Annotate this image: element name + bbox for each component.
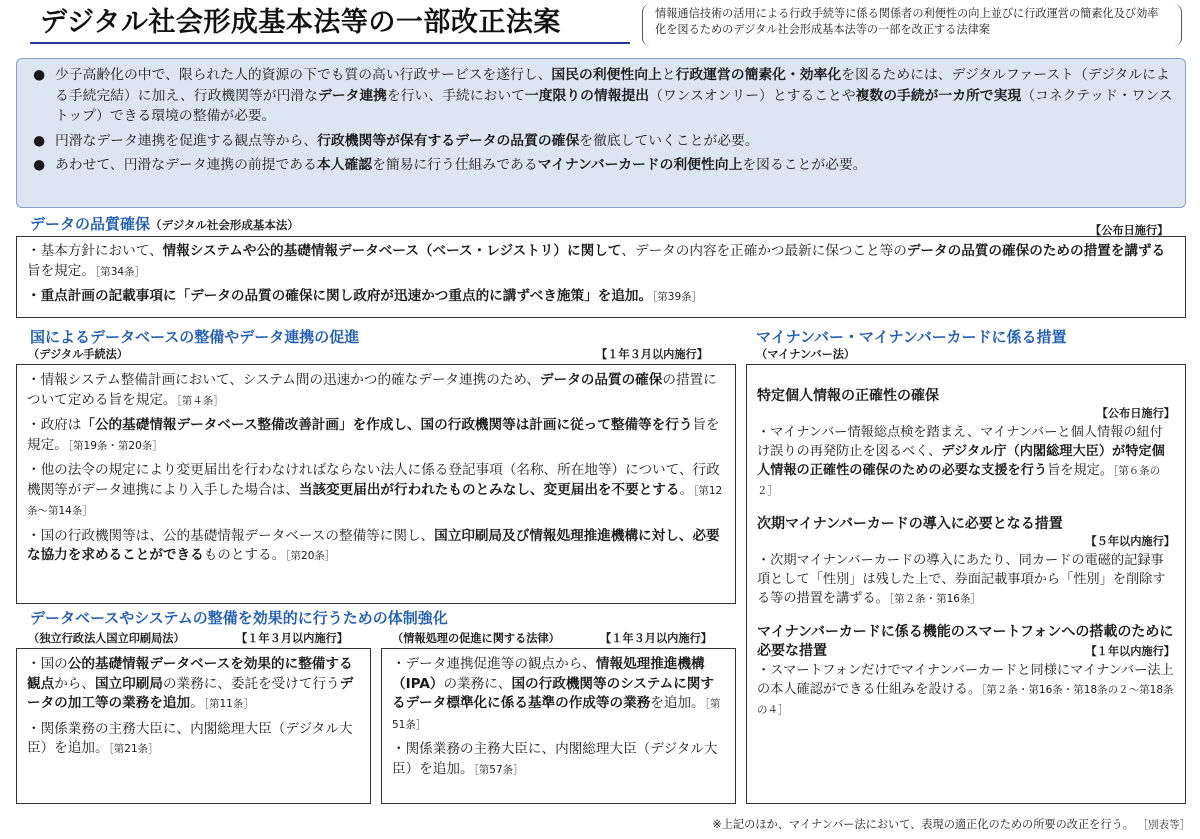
emphasis-text: 国立印刷局及び情報処理推進機構に対し、必要な協力を求めることができる <box>27 527 720 563</box>
emphasis-text: 公的基礎情報データベースを効果的に整備する観点 <box>27 656 353 692</box>
effective-date: 【５年以内施行】 <box>1085 535 1175 548</box>
mynumber-block <box>757 623 1175 720</box>
body-text: を簡易に行う仕組みである <box>372 157 538 173</box>
emphasis-text: 国民の利便性向上 <box>551 67 662 83</box>
article-ref: ［第２条・第16条］ <box>888 593 981 605</box>
section-title: データの品質確保 <box>30 215 151 233</box>
section-law: （デジタル手続法） <box>28 348 129 361</box>
body-text: （ワンスオンリー）とすることや <box>649 87 856 104</box>
emphasis-text: データ連携 <box>317 87 387 104</box>
body-text: を図ることが必要。 <box>742 157 867 173</box>
emphasis-text: 国立印刷局 <box>94 675 163 692</box>
body-text: ・他の法令の規定により変更届出を行わなければならない法人に係る登記事項（名称、所在地等）について、行政機関等がデータ連携により入手した場合は、 <box>27 462 720 498</box>
ipa-item <box>392 655 725 735</box>
body-text: を徹底していくことが必要。 <box>579 132 759 149</box>
body-text: ・次期マイナンバーカードの導入にあたり、同カードの電磁的記録事項として「性別」は残した上で、券面記載事項から「性別」を削除する等の措置を講ずる。 <box>757 553 1166 606</box>
bill-full-name: 情報通信技術の活用による行政手続等に係る関係者の利便性の向上並びに行政運営の簡素化及び効率化を図るためのデジタル社会形成基本法等の一部を改正する法律案 <box>642 4 1182 46</box>
page-title: デジタル社会形成基本法等の一部改正法案 <box>40 7 561 38</box>
body-text: 。 <box>679 481 694 498</box>
quality-item <box>27 287 1175 308</box>
background-panel <box>16 58 1186 208</box>
section-heading-quality <box>30 213 299 234</box>
emphasis-text: 「公的基礎情報データベース整備改善計画」を作成し、国の行政機関等は計画に従って整備等を行う <box>81 417 693 433</box>
effective-date: 【１年３月以内施行】 <box>596 348 708 361</box>
section-law: （独立行政法人国立印刷局法） <box>28 632 185 645</box>
quality-item <box>27 242 1175 282</box>
body-text: 円滑なデータ連携を促進する観点等から、 <box>55 132 318 149</box>
block-body <box>757 423 1175 501</box>
body-text: ・基本方針において、 <box>27 243 163 259</box>
footer-text: ※上記のほか、マイナンバー法において、表現の適正化のための所要の改正を行う。 <box>712 818 1134 831</box>
article-ref: ［第57条］ <box>473 763 524 776</box>
effective-date: 【公布日施行】 <box>1090 224 1169 237</box>
article-ref: ［第34条］ <box>94 265 146 278</box>
body-text: あわせて、円滑なデータ連携の前提である <box>55 157 317 173</box>
footer-note <box>712 816 1190 832</box>
intro-item <box>29 131 1173 152</box>
emphasis-text: デジタル庁（内閣総理大臣）が特定個人情報の正確性の確保のための必要な支援を行う <box>757 444 1165 478</box>
body-text: ・マイナンバー情報総点検を踏まえ、マイナンバーと個人情報の紐付け誤りの再発防止を図るべく、 <box>757 425 1163 459</box>
article-ref: ［第４条］ <box>176 394 224 407</box>
body-text: 少子高齢化の中で、限られた人的資源の下でも質の高い行政サービスを遂行し、 <box>55 67 552 83</box>
emphasis-text: 行政機関等が保有するデータの品質の確保 <box>317 132 580 149</box>
block-title: 特定個人情報の正確性の確保 <box>757 388 939 404</box>
body-text: 。 <box>190 695 204 711</box>
mynumber-block <box>757 515 1175 609</box>
body-text: ・国の行政機関等は、公的基礎情報データベースの整備等に関し、 <box>27 527 435 544</box>
section-heading-mynumber: マイナンバー・マイナンバーカードに係る措置 <box>756 328 1067 346</box>
emphasis-text: 本人確認 <box>316 157 373 173</box>
body-text: と <box>661 67 676 83</box>
body-text: ・データ連携促進等の観点から、 <box>392 656 596 672</box>
ipa-item <box>392 740 725 780</box>
article-ref: ［第39条］ <box>652 291 703 303</box>
section-heading-system: データベースやシステムの整備を効果的に行うための体制強化 <box>30 609 448 627</box>
body-text: ・国の <box>27 656 68 672</box>
body-text: ・政府は <box>27 417 82 433</box>
body-text: ・スマートフォンだけでマイナンバーカードと同様にマイナンバー法上の本人確認ができる仕組みを設ける。 <box>757 663 1174 697</box>
mynumber-box <box>746 364 1186 804</box>
article-ref: ［第51条］ <box>392 698 721 731</box>
emphasis-text: 国の行政機関等のシステムに関するデータ標準化に係る基準の作成等の業務 <box>392 675 714 711</box>
effective-date: 【１年３月以内施行】 <box>600 632 712 645</box>
body-text: ・関係業務の主務大臣に、内閣総理大臣（デジタル大臣）を追加。 <box>392 741 718 777</box>
section-law: （情報処理の促進に関する法律） <box>392 632 560 645</box>
intro-item <box>29 65 1173 127</box>
body-text: ・関係業務の主務大臣に、内閣総理大臣（デジタル大臣）を追加。 <box>27 720 353 756</box>
article-ref: ［第19条・第20条］ <box>67 439 163 452</box>
section-law: （マイナンバー法） <box>756 348 856 361</box>
mynumber-block <box>757 387 1175 501</box>
emphasis-text: 当該変更届出が行われたものとみなし、変更届出を不要とする <box>298 481 680 498</box>
quality-box <box>16 236 1186 318</box>
body-text: の業務に、 <box>443 675 512 692</box>
body-text: の措置について定める旨を規定。 <box>27 372 717 408</box>
emphasis-text: データの加工等の業務を追加 <box>27 675 354 711</box>
body-text: から、 <box>54 675 95 692</box>
body-text: ・情報システム整備計画において、システム間の迅速かつ的確なデータ連携のため、 <box>27 372 541 388</box>
database-item <box>27 371 725 411</box>
emphasis-text: 一度限りの情報提出 <box>524 87 650 104</box>
npb-item <box>27 720 360 760</box>
body-text: を図るためには、デジタルファースト（デジタルによる手続完結）に加え、行政機関等が円滑な <box>55 67 1170 104</box>
effective-date: 【１年３月以内施行】 <box>236 632 348 645</box>
block-body <box>757 551 1175 609</box>
database-item <box>27 416 725 456</box>
article-ref: ［第６条の２］ <box>757 465 1161 497</box>
block-body <box>757 661 1175 720</box>
emphasis-text: データの品質の確保 <box>540 372 663 388</box>
body-text: 旨を規定。 <box>27 417 720 453</box>
block-title: 次期マイナンバーカードの導入に必要となる措置 <box>757 516 1063 532</box>
emphasis-text: 複数の手続が一カ所で実現 <box>855 87 1022 104</box>
article-ref: ［第12条～第14条］ <box>27 484 723 517</box>
body-text: の業務に、委託を受けて行う <box>162 675 340 692</box>
database-item <box>27 527 725 567</box>
body-text: を追加。 <box>650 695 705 711</box>
bullet-icon: ● <box>33 157 46 173</box>
database-box <box>16 364 736 604</box>
database-item <box>27 461 725 522</box>
effective-date: 【公布日施行】 <box>1096 407 1175 420</box>
section-heading-database: 国によるデータベースの整備やデータ連携の促進 <box>30 328 360 346</box>
npb-item <box>27 655 360 715</box>
section-law: （デジタル社会形成基本法） <box>150 218 299 232</box>
intro-item <box>29 155 1173 176</box>
bullet-icon: ● <box>33 132 46 149</box>
body-text: 旨を規定。 <box>1047 463 1114 478</box>
body-text: ものとする。 <box>203 547 286 563</box>
body-text: 旨を規定。 <box>27 262 95 279</box>
body-text: 、データの内容を正確かつ最新に保つこと等の <box>621 243 907 259</box>
article-ref: ［第21条］ <box>108 743 159 755</box>
emphasis-text: マイナンバーカードの利便性向上 <box>537 157 743 173</box>
emphasis-text: 行政運営の簡素化・効率化 <box>675 67 842 83</box>
bullet-icon: ● <box>33 67 46 83</box>
article-ref: ［第２条・第16条・第18条の２～第18条の４］ <box>757 684 1174 716</box>
article-ref: ［第11条］ <box>203 698 254 710</box>
emphasis-text: 情報システムや公的基礎情報データベース（ベース・レジストリ）に関して <box>162 243 622 259</box>
title-underline <box>30 42 630 44</box>
block-title: マイナンバーカードに係る機能のスマートフォンへの搭載のために必要な措置 <box>757 624 1174 659</box>
body-text: （コネクテッド・ワンストップ）できる環境の整備が必要。 <box>55 87 1173 124</box>
emphasis-text: 情報処理推進機構（IPA） <box>392 656 705 692</box>
npb-box <box>16 648 371 804</box>
article-ref: ［第20条］ <box>285 550 336 562</box>
ipa-box <box>381 648 736 804</box>
footer-ref: ［別表等］ <box>1137 819 1190 831</box>
body-text: を行い、手続において <box>386 87 525 104</box>
emphasis-text: ・重点計画の記載事項に「データの品質の確保に関し政府が迅速かつ重点的に講ずべき施策」を追加。 <box>27 288 653 304</box>
effective-date: 【１年以内施行】 <box>1085 645 1175 658</box>
emphasis-text: データの品質の確保のための措置を講ずる <box>906 243 1166 259</box>
